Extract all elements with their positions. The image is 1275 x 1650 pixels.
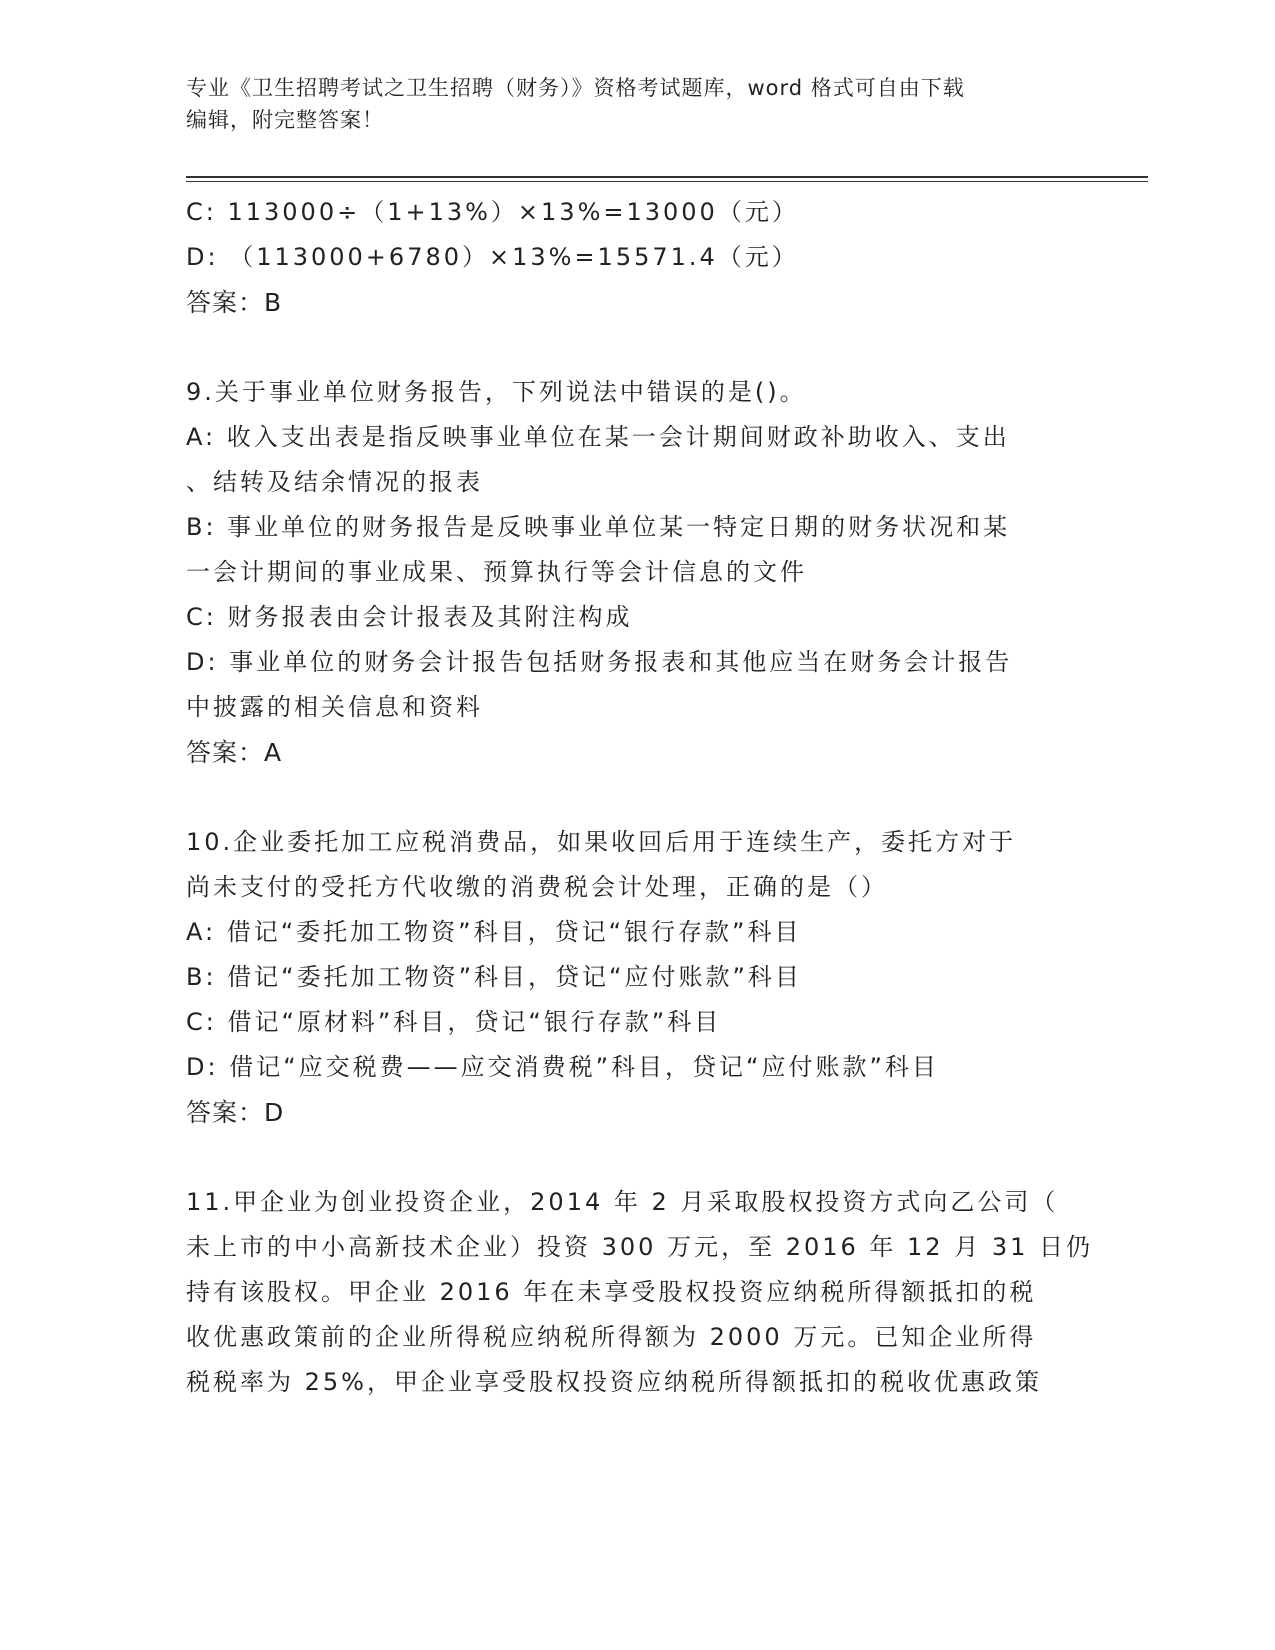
question-content [186,190,1093,1405]
spacer [186,775,1066,820]
option-b-continued: 一会计期间的事业成果、预算执行等会计信息的文件 [186,558,807,586]
answer: 答案：A [186,738,283,767]
question-text: 10.企业委托加工应税消费品，如果收回后用于连续生产，委托方对于 [186,828,1017,856]
answer: 答案：B [186,288,283,317]
option-b: B: 借记“委托加工物资”科目，贷记“应付账款”科目 [186,963,802,991]
option-a: A: 借记“委托加工物资”科目，贷记“银行存款”科目 [186,918,802,946]
question-text-line-5: 税税率为 25%，甲企业享受股权投资应纳税所得额抵扣的税收优惠政策 [186,1368,1042,1396]
option-d: D: 事业单位的财务会计报告包括财务报表和其他应当在财务会计报告 [186,648,1013,676]
question-text-line-1: 11.甲企业为创业投资企业，2014 年 2 月采取股权投资方式向乙公司（ [186,1188,1059,1216]
option-d-continued: 中披露的相关信息和资料 [186,693,483,721]
option-a: A: 收入支出表是指反映事业单位在某一会计期间财政补助收入、支出 [186,423,1010,451]
header-divider-thin [186,181,1148,182]
question-8-tail [186,190,1066,325]
question-10 [186,820,1066,1135]
option-c: C: 借记“原材料”科目，贷记“银行存款”科目 [186,1008,722,1036]
option-c: C: 113000÷（1+13%）×13%=13000（元） [186,198,799,226]
option-d: D: 借记“应交税费——应交消费税”科目，贷记“应付账款”科目 [186,1053,939,1081]
header-line-2: 编辑，附完整答案！ [186,108,384,132]
header-line-1: 专业《卫生招聘考试之卫生招聘（财务）》资格考试题库，word 格式可自由下载 [186,76,965,100]
option-c: C: 财务报表由会计报表及其附注构成 [186,603,633,631]
question-text-line-3: 持有该股权。甲企业 2016 年在未享受股权投资应纳税所得额抵扣的税 [186,1278,1037,1306]
question-text-continued: 尚未支付的受托方代收缴的消费税会计处理，正确的是（） [186,873,888,901]
option-a-continued: 、结转及结余情况的报表 [186,468,483,496]
question-11 [186,1180,1093,1405]
header-divider-thick [186,176,1148,178]
question-text-line-4: 收优惠政策前的企业所得税应纳税所得额为 2000 万元。已知企业所得 [186,1323,1037,1351]
spacer [186,325,1066,370]
answer: 答案：D [186,1098,285,1127]
question-text: 9.关于事业单位财务报告，下列说法中错误的是()。 [186,378,807,406]
option-b: B: 事业单位的财务报告是反映事业单位某一特定日期的财务状况和某 [186,513,1011,541]
question-text-line-2: 未上市的中小高新技术企业）投资 300 万元，至 2016 年 12 月 31 日仍 [186,1233,1093,1261]
question-9 [186,370,1066,775]
page-header [186,72,1086,136]
spacer [186,1135,1066,1180]
option-d: D: （113000+6780）×13%=15571.4（元） [186,243,799,271]
